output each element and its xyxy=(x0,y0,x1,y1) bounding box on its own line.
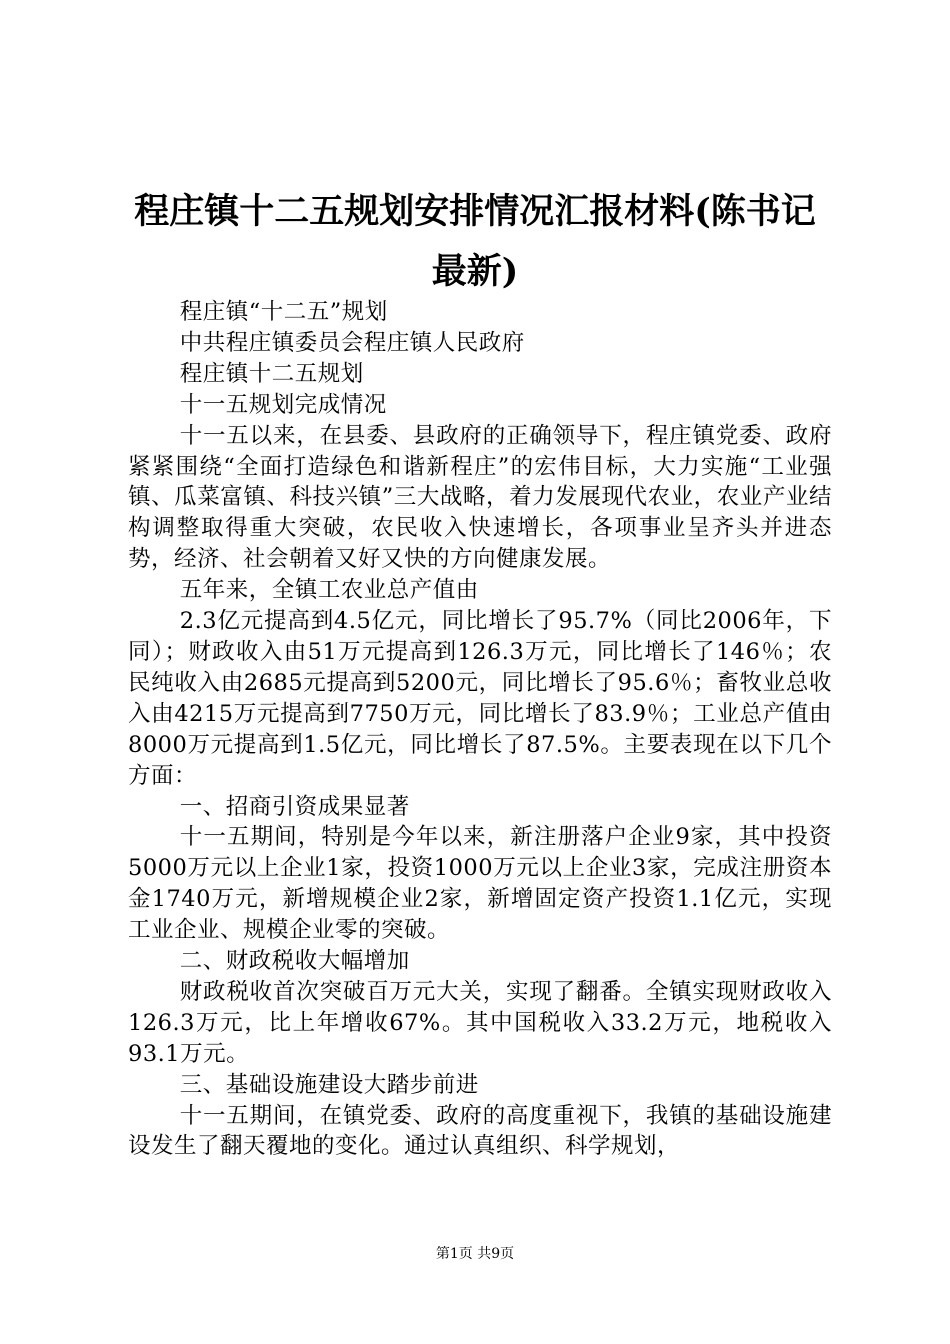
document-title: 程庄镇十二五规划安排情况汇报材料(陈书记最新) xyxy=(134,191,816,292)
page-footer: 第1页 共9页 xyxy=(435,1246,515,1262)
paragraph: 一、招商引资成果显著 xyxy=(179,793,410,820)
paragraph: 中共程庄镇委员会程庄镇人民政府 xyxy=(179,329,525,356)
paragraph: 程庄镇十二五规划 xyxy=(179,360,364,387)
paragraph: 程庄镇“十二五”规划 xyxy=(179,299,388,325)
paragraph: 十一五以来，在县委、县政府的正确领导下，程庄镇党委、政府紧紧围绕“全面打造绿色和谐新程庄”的宏伟目标，大力实施“工业强镇、瓜菜富镇、科技兴镇”三大战略，着力发展现代农业，农业产业结构调整取得重大突破，农民收入快速增长，各项事业呈齐头并进态势，经济、社会朝着又好又快的方向健康发展。 xyxy=(128,422,832,573)
paragraph: 二、财政税收大幅增加 xyxy=(179,948,410,975)
paragraph: 五年来，全镇工农业总产值由 xyxy=(179,577,479,604)
paragraph: 2.3亿元提高到4.5亿元，同比增长了95.7%（同比2006年，下同）；财政收入由51万元提高到126.3万元，同比增长了146％；农民纯收入由2685元提高到5200元，同比增长了95.6％；畜牧业总收入由4215万元提高到7750万元，同比增长了83.9％；工业总产值由8000万元提高到1.5亿元，同比增长了87.5%。主要表现在以下几个方面： xyxy=(128,608,832,789)
paragraph: 十一五期间，特别是今年以来，新注册落户企业9家，其中投资5000万元以上企业1家，投资1000万元以上企业3家，完成注册资本金1740万元，新增规模企业2家，新增固定资产投资1.1亿元，实现工业企业、规模企业零的突破。 xyxy=(128,824,832,944)
document-body xyxy=(128,297,832,1162)
paragraph: 十一五期间，在镇党委、政府的高度重视下，我镇的基础设施建设发生了翻天覆地的变化。通过认真组织、科学规划， xyxy=(128,1102,832,1160)
paragraph: 十一五规划完成情况 xyxy=(179,391,387,418)
paragraph: 三、基础设施建设大踏步前进 xyxy=(179,1071,479,1098)
paragraph: 财政税收首次突破百万元大关，实现了翻番。全镇实现财政收入126.3万元，比上年增收67%。其中国税收入33.2万元，地税收入93.1万元。 xyxy=(128,978,832,1067)
